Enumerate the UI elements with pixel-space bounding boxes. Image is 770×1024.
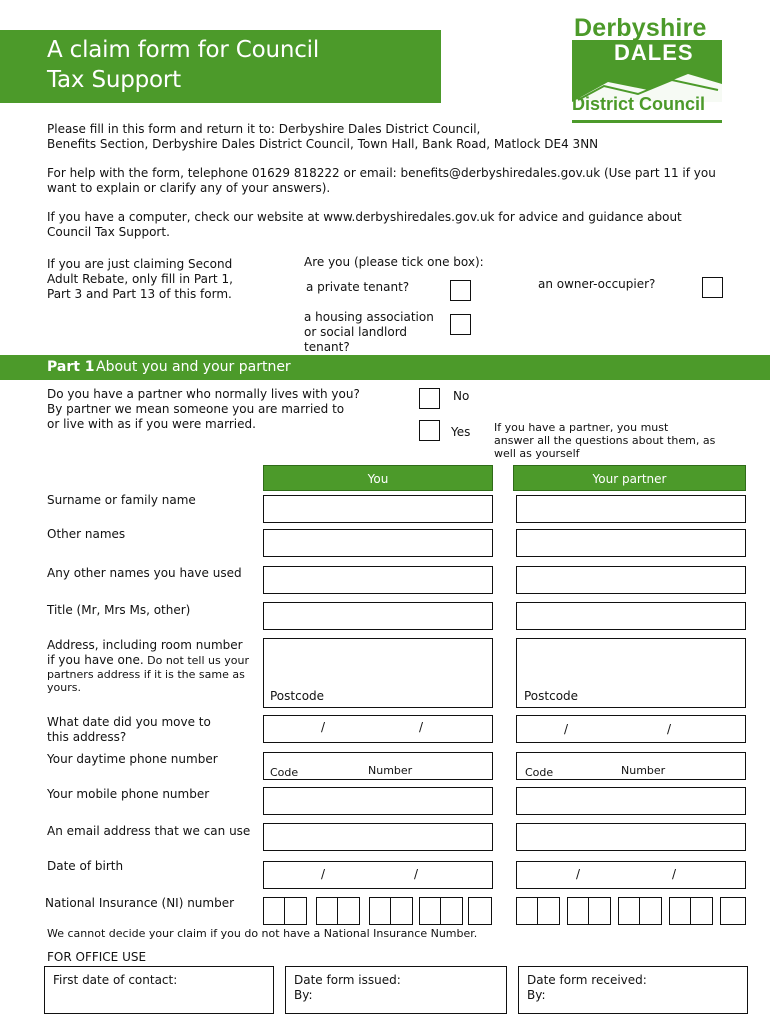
- email-you-input[interactable]: [263, 823, 493, 851]
- address-note-2: partners address if it is the same as: [47, 668, 245, 681]
- phone-partner-code-label: Code: [525, 766, 554, 779]
- dob-you-sep2: /: [414, 867, 419, 881]
- move-date-label: [47, 715, 211, 745]
- office-issued-box[interactable]: [285, 966, 507, 1014]
- mobile-you-input[interactable]: [263, 787, 493, 815]
- logo-text-dales: DALES: [614, 40, 694, 65]
- partner-no-checkbox[interactable]: [419, 388, 440, 409]
- ni-label: National Insurance (NI) number: [45, 896, 235, 910]
- intro-p1-line2: Benefits Section, Derbyshire Dales District Council, Town Hall, Bank Road, Matlock DE4 3NN: [47, 137, 599, 151]
- title-line-2: Tax Support: [47, 67, 181, 93]
- mobile-partner-input[interactable]: [516, 787, 746, 815]
- office-first-contact-label: First date of contact:: [53, 973, 178, 987]
- rebate-line1: If you are just claiming Second: [47, 257, 233, 271]
- move-date-partner-sep2: /: [667, 722, 672, 736]
- address-label: [47, 638, 249, 694]
- address-note-1: Do not tell us your: [147, 654, 249, 667]
- dob-you-sep1: /: [321, 867, 326, 881]
- ni-you-group-3[interactable]: [369, 897, 413, 925]
- housing-line3: tenant?: [304, 340, 350, 354]
- second-adult-rebate-note: [47, 257, 233, 302]
- part1-title: About you and your partner: [96, 359, 291, 375]
- owner-occupier-checkbox[interactable]: [702, 277, 723, 298]
- ni-partner-letter[interactable]: [720, 897, 746, 925]
- tenure-question: Are you (please tick one box):: [304, 255, 484, 269]
- rebate-line2: Adult Rebate, only fill in Part 1,: [47, 272, 233, 286]
- other-names-label: Other names: [47, 527, 126, 541]
- title-line-1: A claim form for Council: [47, 37, 320, 63]
- owner-occupier-label: an owner-occupier?: [538, 277, 656, 291]
- surname-partner-input[interactable]: [516, 495, 746, 523]
- title-label: Title (Mr, Mrs Ms, other): [47, 603, 191, 617]
- email-partner-input[interactable]: [516, 823, 746, 851]
- move-date-line2: this address?: [47, 730, 127, 744]
- ni-partner-group-3[interactable]: [618, 897, 662, 925]
- housing-association-label: [304, 310, 434, 355]
- intro-p1-line1: Please fill in this form and return it to: Derbyshire Dales District Council,: [47, 122, 481, 136]
- part1-header: [0, 355, 770, 380]
- logo-text-district-council: District Council: [572, 94, 706, 114]
- ni-you-letter[interactable]: [468, 897, 492, 925]
- rebate-line3: Part 3 and Part 13 of this form.: [47, 287, 232, 301]
- partner-q-line1: Do you have a partner who normally lives with you?: [47, 387, 360, 401]
- daytime-phone-partner-input[interactable]: [516, 752, 746, 780]
- partner-q-line3: or live with as if you were married.: [47, 417, 256, 431]
- office-received-label: Date form received:: [527, 973, 647, 987]
- title-you-input[interactable]: [263, 602, 493, 630]
- housing-association-checkbox[interactable]: [450, 314, 471, 335]
- ni-you-group-1[interactable]: [263, 897, 307, 925]
- partner-yes-label: Yes: [451, 425, 471, 439]
- address-note-3: yours.: [47, 681, 81, 694]
- ni-partner-group-4[interactable]: [669, 897, 713, 925]
- email-label: An email address that we can use: [47, 824, 251, 838]
- phone-you-number-label: Number: [368, 764, 413, 777]
- partner-note: [494, 421, 715, 460]
- ni-partner-group-1[interactable]: [516, 897, 560, 925]
- move-date-you-sep1: /: [321, 720, 326, 734]
- address-label-line1: Address, including room number: [47, 638, 243, 652]
- partner-yes-checkbox[interactable]: [419, 420, 440, 441]
- address-label-line2: [47, 653, 249, 668]
- private-tenant-label: a private tenant?: [306, 280, 410, 294]
- partner-note-line1: If you have a partner, you must: [494, 421, 669, 434]
- move-date-line1: What date did you move to: [47, 715, 211, 729]
- ni-partner-group-2[interactable]: [567, 897, 611, 925]
- private-tenant-checkbox[interactable]: [450, 280, 471, 301]
- daytime-phone-you-input[interactable]: [263, 752, 493, 780]
- mobile-phone-label: Your mobile phone number: [47, 787, 210, 801]
- page-title: [47, 35, 319, 95]
- partner-q-line2: By partner we mean someone you are married to: [47, 402, 345, 416]
- dob-you-input[interactable]: [263, 861, 493, 889]
- dob-partner-input[interactable]: [516, 861, 746, 889]
- postcode-you-label: Postcode: [270, 689, 325, 703]
- intro-p2-line2: want to explain or clarify any of your answers).: [47, 181, 331, 195]
- address-label-line2-main: if you have one.: [47, 653, 144, 667]
- office-issued-by-label: By:: [294, 988, 313, 1002]
- office-issued-label: Date form issued:: [294, 973, 401, 987]
- office-received-box[interactable]: [518, 966, 748, 1014]
- move-date-partner-input[interactable]: [516, 715, 746, 743]
- phone-partner-number-label: Number: [621, 764, 666, 777]
- column-partner: Your partner: [513, 465, 746, 491]
- move-date-you-input[interactable]: [263, 715, 493, 743]
- intro-p3-line2: Council Tax Support.: [47, 225, 170, 239]
- intro-help: [47, 166, 716, 196]
- any-other-names-partner-input[interactable]: [516, 566, 746, 594]
- dob-partner-sep1: /: [576, 867, 581, 881]
- surname-you-input[interactable]: [263, 495, 493, 523]
- intro-return-address: [47, 122, 598, 152]
- column-you: You: [263, 465, 493, 491]
- partner-note-line2: answer all the questions about them, as: [494, 434, 716, 447]
- other-names-partner-input[interactable]: [516, 529, 746, 557]
- postcode-partner-label: Postcode: [524, 689, 579, 703]
- ni-you-group-4[interactable]: [419, 897, 463, 925]
- partner-question: [47, 387, 360, 432]
- office-first-contact-box[interactable]: [44, 966, 274, 1014]
- logo-text-derbyshire: Derbyshire: [574, 14, 707, 42]
- housing-line2: or social landlord: [304, 325, 408, 339]
- any-other-names-label: Any other names you have used: [47, 566, 242, 580]
- address-you-input[interactable]: [263, 638, 493, 708]
- any-other-names-you-input[interactable]: [263, 566, 493, 594]
- move-date-partner-sep1: /: [564, 722, 569, 736]
- office-received-by-label: By:: [527, 988, 546, 1002]
- other-names-you-input[interactable]: [263, 529, 493, 557]
- partner-no-label: No: [453, 389, 470, 403]
- intro-website: [47, 210, 682, 240]
- ni-you-group-2[interactable]: [316, 897, 360, 925]
- part1-number: Part 1: [47, 359, 95, 375]
- move-date-you-sep2: /: [419, 720, 424, 734]
- phone-you-code-label: Code: [270, 766, 299, 779]
- title-partner-input[interactable]: [516, 602, 746, 630]
- dob-partner-sep2: /: [672, 867, 677, 881]
- partner-note-line3: well as yourself: [494, 447, 580, 460]
- housing-line1: a housing association: [304, 310, 434, 324]
- office-use-heading: FOR OFFICE USE: [47, 950, 147, 964]
- intro-p3-line1: If you have a computer, check our website at www.derbyshiredales.gov.uk for advice and guidance about: [47, 210, 682, 224]
- daytime-phone-label: Your daytime phone number: [47, 752, 218, 766]
- dob-label: Date of birth: [47, 859, 124, 873]
- surname-label: Surname or family name: [47, 493, 196, 507]
- ni-warning: We cannot decide your claim if you do not have a National Insurance Number.: [47, 927, 478, 940]
- intro-p2-line1: For help with the form, telephone 01629 818222 or email: benefits@derbyshiredales.gov.uk (Use part 11 if you: [47, 166, 716, 180]
- address-partner-input[interactable]: [516, 638, 746, 708]
